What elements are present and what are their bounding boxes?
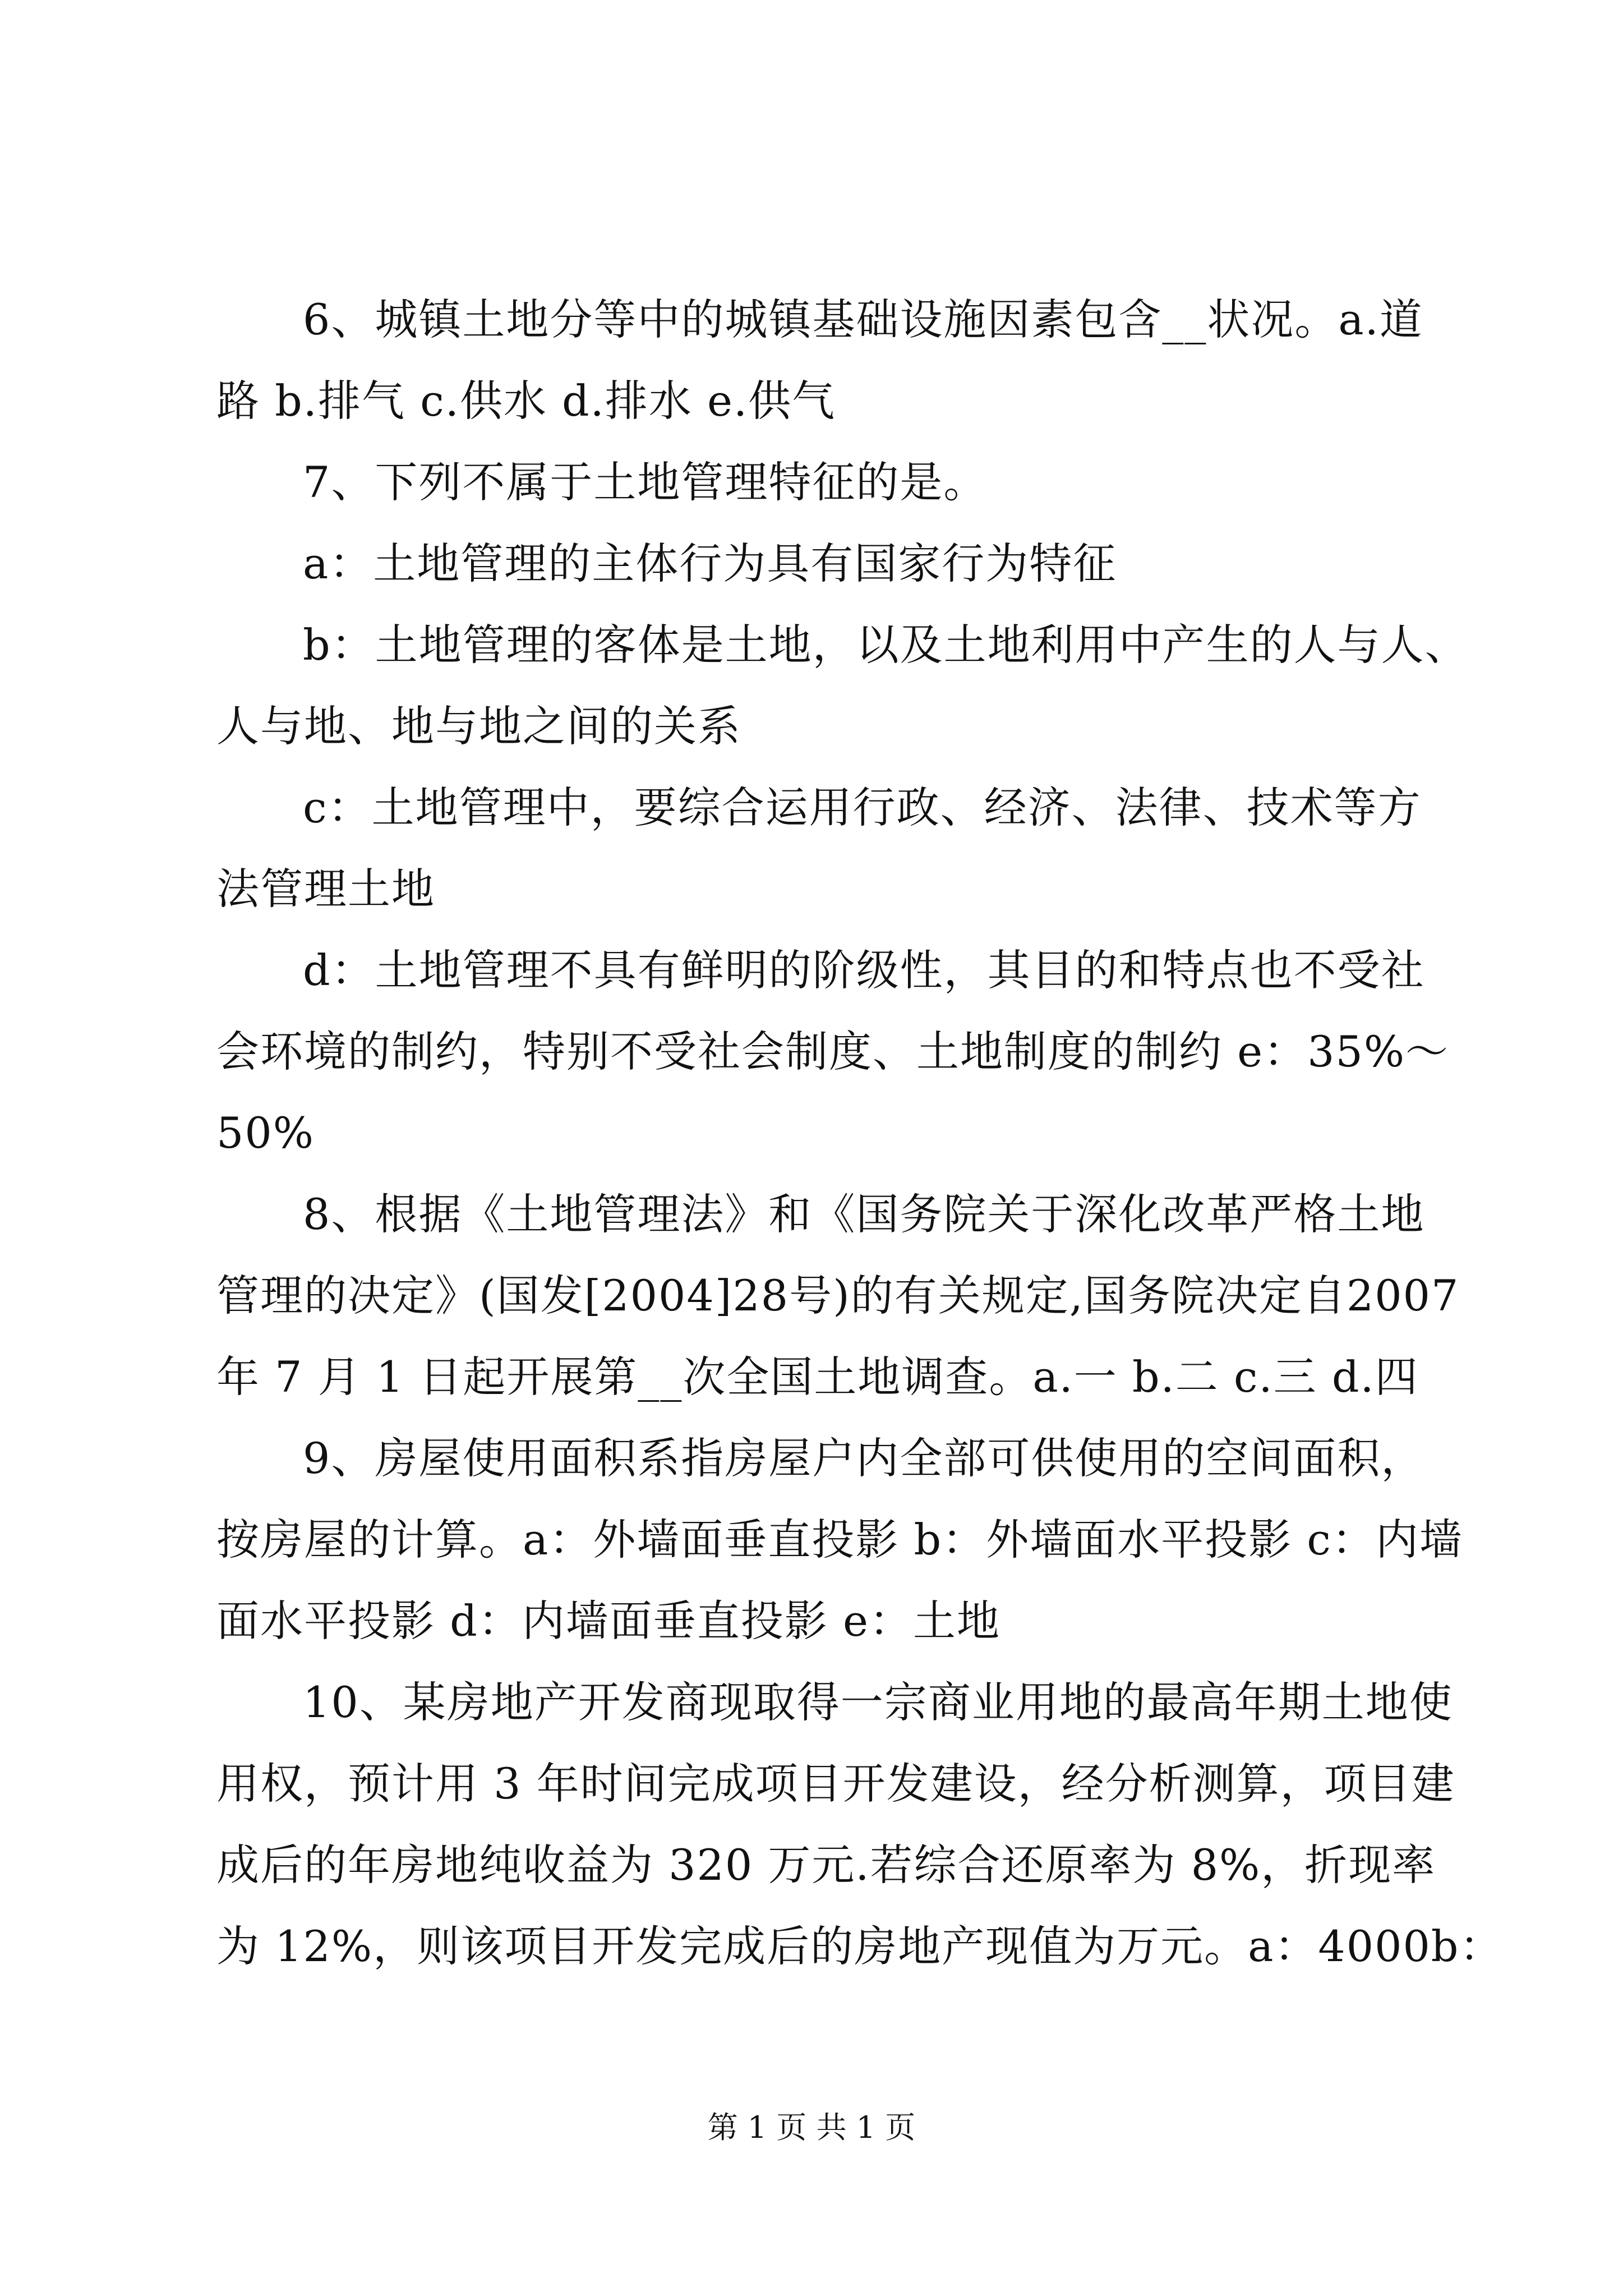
question-7-option-d-line-2: 会环境的制约，特别不受社会制度、土地制度的制约 e：35%～ xyxy=(216,1027,1450,1076)
question-7-option-a: a：土地管理的主体行为具有国家行为特征 xyxy=(303,539,1117,588)
question-10-line-3: 成后的年房地纯收益为 320 万元.若综合还原率为 8%，折现率 xyxy=(216,1840,1436,1890)
question-10-line-1: 10、某房地产开发商现取得一宗商业用地的最高年期土地使 xyxy=(303,1677,1453,1727)
question-6-line-2: 路 b.排气 c.供水 d.排水 e.供气 xyxy=(216,376,836,426)
question-9-line-1: 9、房屋使用面积系指房屋户内全部可供使用的空间面积， xyxy=(303,1433,1425,1483)
question-6-line-1: 6、城镇土地分等中的城镇基础设施因素包含__状况。a.道 xyxy=(303,295,1423,344)
question-10-line-2: 用权，预计用 3 年时间完成项目开发建设，经分析测算，项目建 xyxy=(216,1759,1455,1809)
question-10-line-4: 为 12%，则该项目开发完成后的房地产现值为万元。a：4000b： xyxy=(216,1921,1504,1971)
question-8-line-2: 管理的决定》(国发[2004]28号)的有关规定,国务院决定自2007 xyxy=(216,1271,1460,1320)
question-9-line-2: 按房屋的计算。a：外墙面垂直投影 b：外墙面水平投影 c：内墙 xyxy=(216,1515,1463,1565)
question-7-option-d-line-1: d：土地管理不具有鲜明的阶级性，其目的和特点也不受社 xyxy=(303,945,1425,995)
question-7-option-b-line-1: b：土地管理的客体是土地，以及土地利用中产生的人与人、 xyxy=(303,620,1469,670)
question-7-line-1: 7、下列不属于土地管理特征的是。 xyxy=(303,457,988,507)
question-7-option-e-line: 50% xyxy=(216,1108,315,1158)
page-footer: 第 1 页 共 1 页 xyxy=(707,2110,916,2145)
question-7-option-c-line-2: 法管理土地 xyxy=(216,864,435,914)
question-7-option-b-line-2: 人与地、地与地之间的关系 xyxy=(216,701,741,751)
question-7-option-c-line-1: c：土地管理中，要综合运用行政、经济、法律、技术等方 xyxy=(303,783,1422,832)
question-9-line-3: 面水平投影 d：内墙面垂直投影 e：土地 xyxy=(216,1596,1000,1646)
question-8-line-3: 年 7 月 1 日起开展第__次全国土地调查。a.一 b.二 c.三 d.四 xyxy=(216,1352,1419,1402)
question-8-line-1: 8、根据《土地管理法》和《国务院关于深化改革严格土地 xyxy=(303,1189,1425,1239)
